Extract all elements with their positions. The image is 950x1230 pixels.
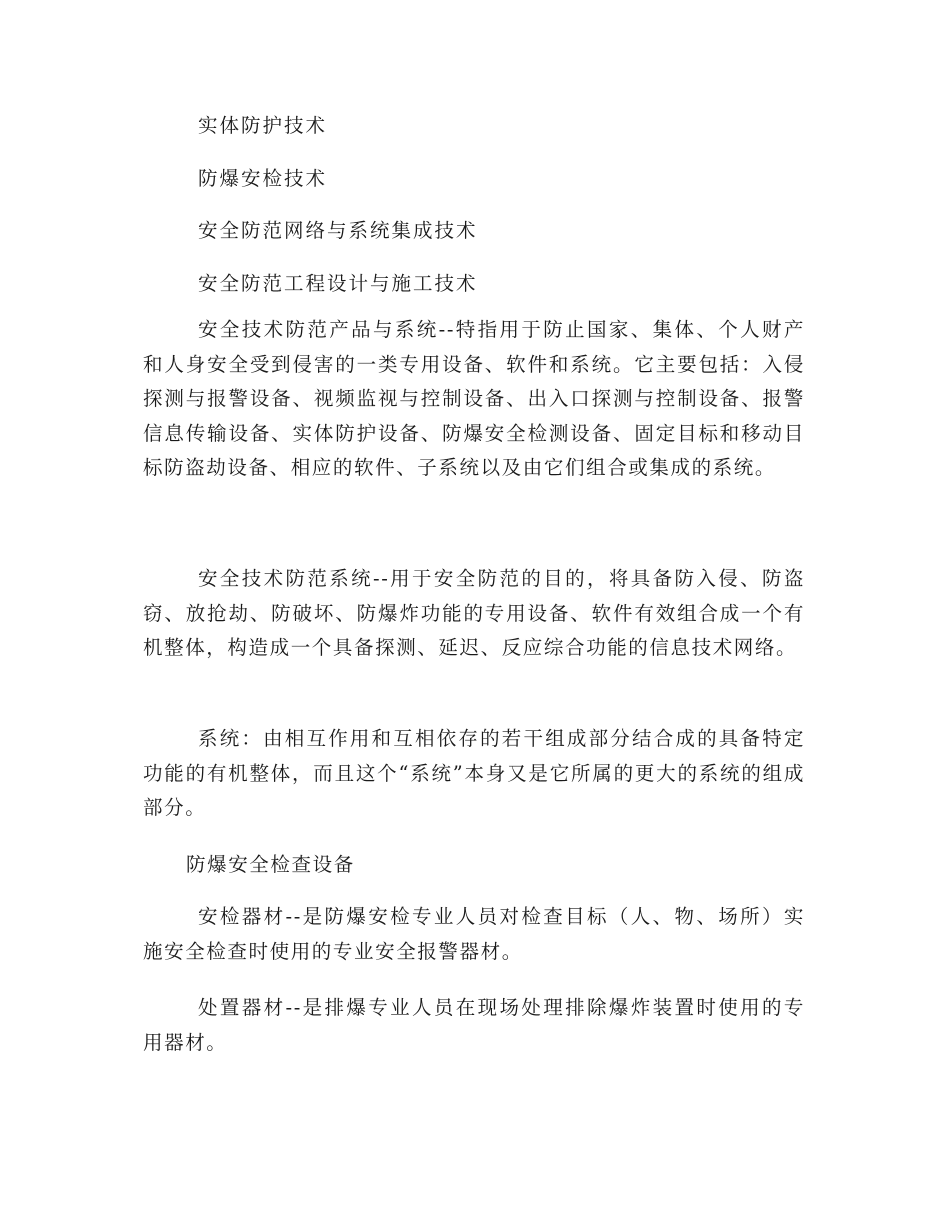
list-item-engineering-design: 安全防范工程设计与施工技术 [198, 272, 478, 295]
paragraph-disposal-equipment: 处置器材--是排爆专业人员在现场处理排除爆炸装置时使用的专用器材。 [143, 996, 805, 1054]
list-item-physical-protection: 实体防护技术 [198, 114, 328, 137]
list-item-network-integration: 安全防范网络与系统集成技术 [198, 219, 478, 242]
paragraph-products-systems: 安全技术防范产品与系统--特指用于防止国家、集体、个人财产和人身安全受到侵害的一类专用设备、软件和系统。它主要包括：入侵探测与报警设备、视频监视与控制设备、出入口探测与控制设备、报警信息传输设备、实体防护设备、防爆安全检测设备、固定目标和移动目标防盗劫设备、相应的软件、子系统以及由它们组合或集成的系统。 [143, 318, 805, 479]
list-item-explosion-inspection: 防爆安检技术 [198, 167, 328, 190]
paragraph-system-definition: 安全技术防范系统--用于安全防范的目的，将具备防入侵、防盗窃、放抢劫、防破坏、防爆炸功能的专用设备、软件有效组合成一个有机整体，构造成一个具备探测、延迟、反应综合功能的信息技术网络。 [143, 567, 805, 659]
paragraph-system-general: 系统：由相互作用和互相依存的若干组成部分结合成的具备特定功能的有机整体，而且这个“系统”本身又是它所属的更大的系统的组成部分。 [143, 727, 805, 819]
section-heading: 防爆安全检查设备 [186, 853, 355, 876]
paragraph-inspection-equipment: 安检器材--是防爆安检专业人员对检查目标（人、物、场所）实施安全检查时使用的专业安全报警器材。 [143, 905, 805, 963]
